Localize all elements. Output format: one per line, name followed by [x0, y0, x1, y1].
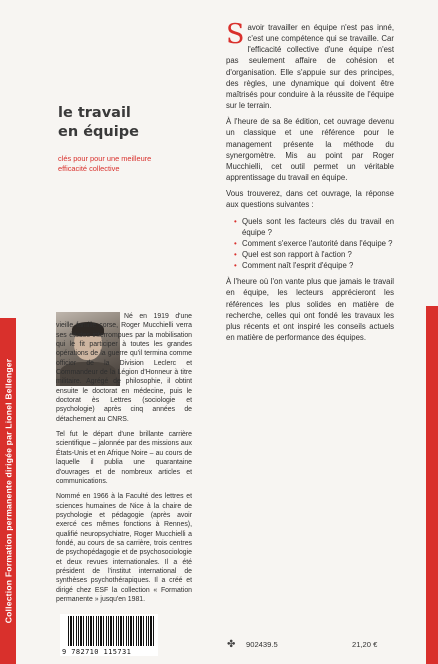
intro-paragraph-3: Vous trouverez, dans cet ouvrage, la réponse aux questions suivantes :: [226, 189, 394, 210]
question-item: • Quel est son rapport à l'action ?: [234, 249, 394, 260]
spine-collection-label: [0, 318, 16, 664]
price: 21,20 €: [352, 640, 378, 649]
bio-paragraph-1: Né en 1919 d'une vieille famille corse, Roger Mucchielli verra ses études interrompues par la mobilisation qui le fit participer à toutes les grandes opérations de la guerre qu'il termina comme officier de la Division Leclerc et Commandeur de la Légion d'Honneur à titre militaire. Agrégé de philosophie, il obtint ensuite le doctorat en médecine, puis le doctorat ès Lettres (sociologie et psychologie) après cinq années de détachement au CNRS.: [56, 313, 192, 423]
bio-paragraph-2: Tel fut le départ d'une brillante carrière scientifique – jalonnée par des missions aux États-Unis et en Afrique Noire – au cours de laquelle il publia une quarantaine d'ouvrages et de nombreux articles et communications.: [56, 431, 192, 485]
bio-paragraph-3: Nommé en 1966 à la Faculté des lettres et sciences humaines de Nice à la chaire de psychologie et pédagogie (après avoir exercé ces mêmes fonctions à Rennes), qualifié neuropsychiatre, Roger Mucchielli a fondé, au cours de sa carrière, trois centres de psychopédagogie et de psychosociologie et deux revues internationales. Il a été président de l'institut international de synthèses psychothérapiques. Il a créé et dirigé chez ESF la collection « Formation permanente » jusqu'en 1981.: [56, 493, 192, 603]
question-item: • Quels sont les facteurs clés du travail en équipe ?: [234, 216, 394, 238]
intro-paragraph-1-text: avoir travailler en équipe n'est pas inné, c'est une compétence qui se travaille. Car l'efficacité collective d'une équipe n'est pas seulement affaire de cohésion et d'organisation. Elle s'appuie sur des principes, des règles, une dynamique qui doivent être maîtrisés pour conduire à la réussite de l'équipe sur le terrain.: [226, 23, 394, 111]
spine-collection-text: Collection Formation permanente dirigée par Lionel Bellenger: [3, 358, 14, 624]
reference-number: 902439.5: [246, 640, 278, 649]
isbn-barcode: [60, 614, 158, 656]
spine-band-right: [426, 306, 438, 664]
intro-paragraph-2: À l'heure de sa 8e édition, cet ouvrage devenu un classique et une référence pour le management présente la méthode du synergomètre. Mis au point par Roger Mucchielli, cet outil permet un véritable apprentissage du travail en équipe.: [226, 117, 394, 183]
book-title-line2: en équipe: [58, 124, 139, 140]
book-title: [58, 104, 208, 142]
publisher-logo-icon: ✤: [227, 639, 236, 650]
subtitle-line2: efficacité collective: [58, 163, 120, 173]
subtitle-line1: clés pour pour une meilleure: [58, 154, 152, 163]
drop-cap: S: [226, 19, 245, 50]
intro-paragraph-1: [226, 19, 394, 111]
barcode-bars: [68, 616, 156, 646]
question-item: • Comment naît l'esprit d'équipe ?: [234, 260, 394, 271]
description-column: [226, 19, 394, 348]
question-list: [226, 216, 394, 272]
book-subtitle: [58, 154, 208, 173]
book-title-line1: le travail: [58, 105, 131, 121]
title-block: [58, 104, 208, 173]
intro-paragraph-4: À l'heure où l'on vante plus que jamais le travail en équipe, les lecteurs apprécieront les références les plus solides en matière de recherche, celles qui ont fondé les travaux les plus récents et ont inspiré les conseils actuels en matière de performance des équipes.: [226, 277, 394, 343]
question-item: • Comment s'exerce l'autorité dans l'équipe ?: [234, 238, 394, 249]
barcode-digits: 9 782710 115731: [62, 648, 132, 656]
author-biography: [56, 312, 192, 610]
